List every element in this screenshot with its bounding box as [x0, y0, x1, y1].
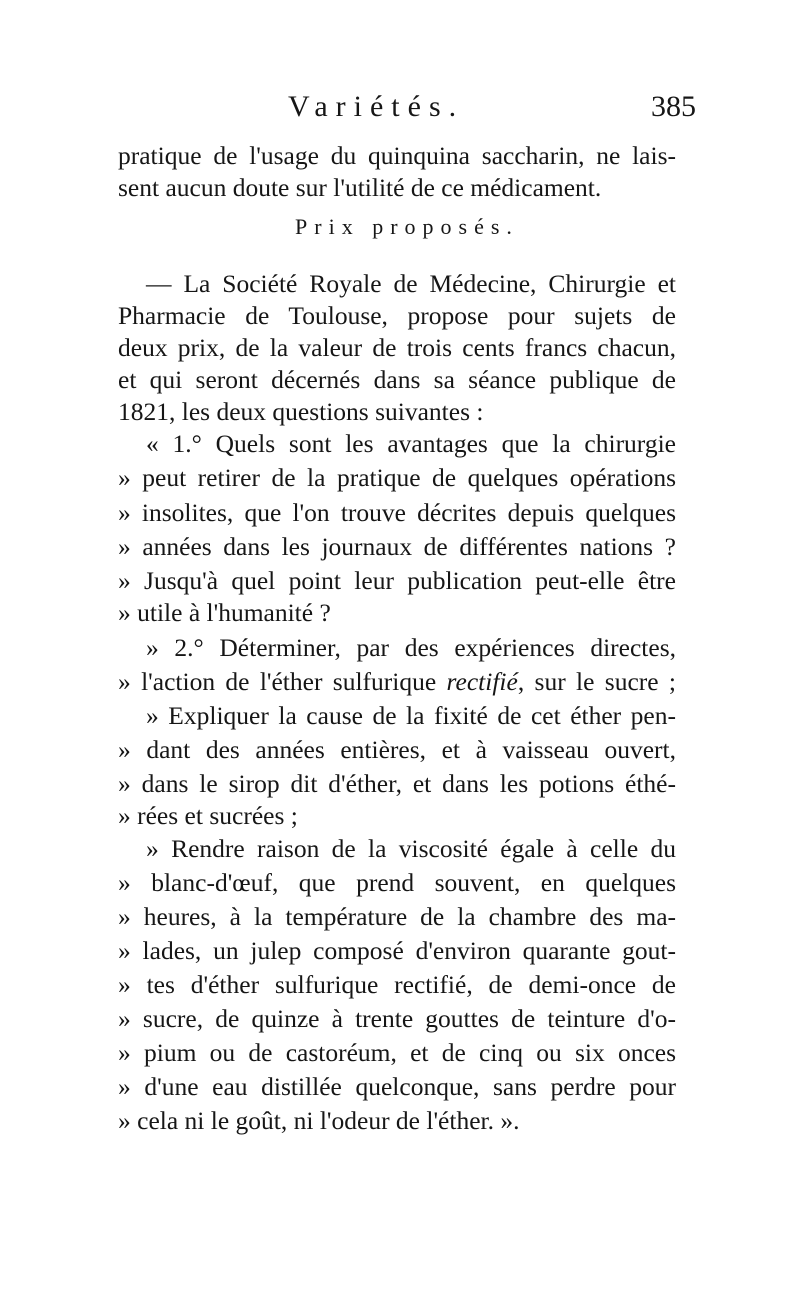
running-head-title: Variétés.	[288, 90, 465, 123]
body-line: » années dans les journaux de différentes nations ?	[118, 532, 676, 561]
section-title: Prix proposés.	[295, 214, 519, 239]
italic-word: rectifié	[446, 667, 518, 696]
body-line: et qui seront décernés dans sa séance publique de	[118, 365, 676, 394]
body-line: » pium ou de castoréum, et de cinq ou six onces	[118, 1038, 676, 1067]
body-line: » insolites, que l'on trouve décrites depuis quelques	[118, 498, 676, 527]
intro-line: pratique de l'usage du quinquina saccharin, ne lais-	[118, 141, 676, 170]
body-line: » Rendre raison de la viscosité égale à celle du	[146, 834, 676, 863]
body-line: » rées et sucrées ;	[118, 801, 298, 830]
body-line: deux prix, de la valeur de trois cents francs chacun,	[118, 333, 676, 362]
body-line: » Jusqu'à quel point leur publication peut-elle être	[118, 566, 676, 595]
body-line: « 1.° Quels sont les avantages que la chirurgie	[146, 429, 676, 458]
body-line: » dans le sirop dit d'éther, et dans les potions éthé-	[118, 769, 676, 798]
body-line: » peut retirer de la pratique de quelques opérations	[118, 463, 676, 492]
body-line: » sucre, de quinze à trente gouttes de teinture d'o-	[118, 1004, 676, 1033]
body-line: » cela ni le goût, ni l'odeur de l'éther. ».	[118, 1106, 520, 1135]
page-number: 385	[651, 90, 696, 123]
body-line: » tes d'éther sulfurique rectifié, de demi-once de	[118, 970, 676, 999]
body-line: » Expliquer la cause de la fixité de cet éther pen-	[146, 701, 676, 730]
body-line: » dant des années entières, et à vaisseau ouvert,	[118, 735, 676, 764]
body-line: Pharmacie de Toulouse, propose pour sujets de	[118, 301, 676, 330]
body-line: » 2.° Déterminer, par des expériences directes,	[146, 633, 676, 662]
running-head	[118, 90, 696, 130]
body-line: — La Société Royale de Médecine, Chirurgie et	[146, 269, 676, 298]
body-line: » heures, à la température de la chambre des ma-	[118, 902, 676, 931]
body-line: » lades, un julep composé d'environ quarante gout-	[118, 936, 676, 965]
body-line: » d'une eau distillée quelconque, sans perdre pour	[118, 1072, 676, 1101]
body-line: » blanc-d'œuf, que prend souvent, en quelques	[118, 868, 676, 897]
body-line: » l'action de l'éther sulfurique rectifié, sur le sucre ;	[118, 667, 676, 696]
body-line: 1821, les deux questions suivantes :	[118, 397, 484, 426]
intro-line: sent aucun doute sur l'utilité de ce médicament.	[118, 173, 602, 202]
body-line: » utile à l'humanité ?	[118, 598, 331, 627]
